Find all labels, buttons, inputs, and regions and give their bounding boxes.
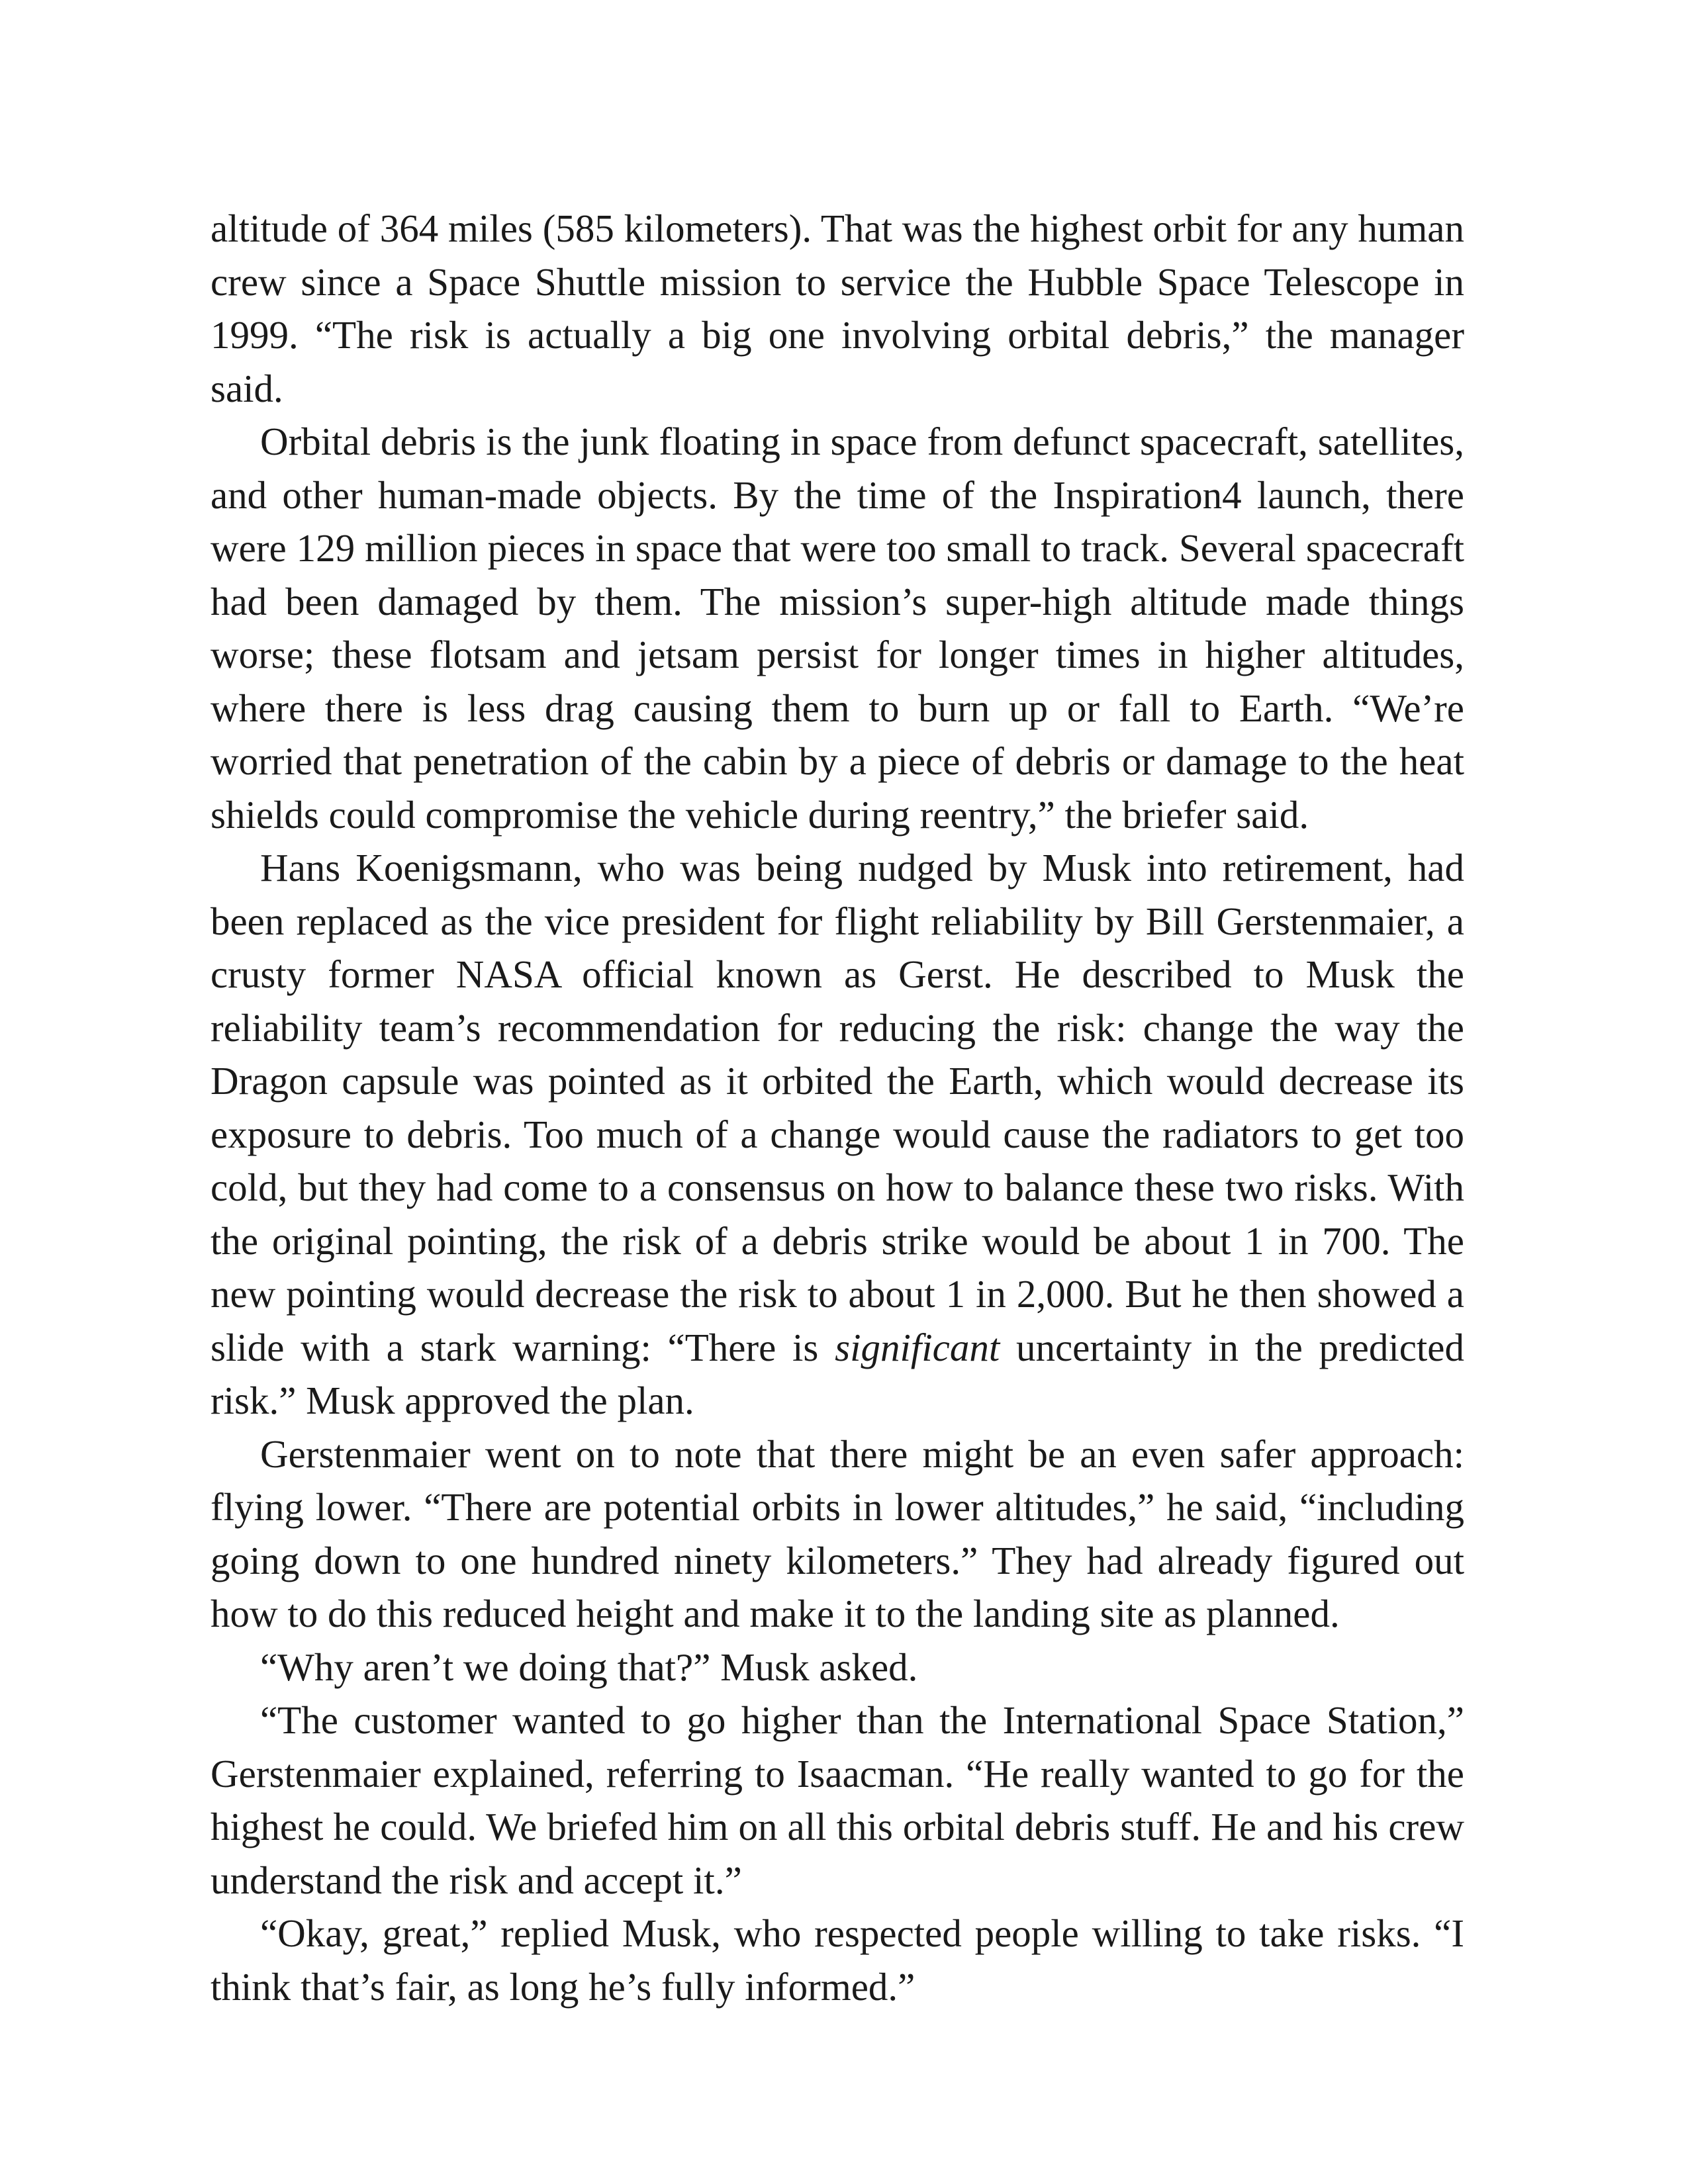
paragraph-text: uncertainty in the predicted risk.” Musk approved the plan.	[211, 1325, 1464, 1422]
paragraph-text: Gerstenmaier went on to note that there might be an even safer approach: flying lower. “There are potential orbits in lower altitudes,” he said, “including going down to one hundred ninety kilometers.” They had already figured out how to do this reduced height and make it to the landing site as planned.	[211, 1432, 1464, 1635]
paragraph	[211, 1428, 1464, 1641]
paragraph-text: altitude of 364 miles (585 kilometers). That was the highest orbit for any human crew since a Space Shuttle mission to service the Hubble Space Telescope in 1999. “The risk is actually a big one involving orbital debris,” the manager said.	[211, 206, 1464, 410]
paragraph-text: Hans Koenigsmann, who was being nudged by Musk into retirement, had been replaced as the vice president for flight reliability by Bill Gerstenmaier, a crusty former NASA official known as Gerst. He described to Musk the reliability team’s recommendation for reducing the risk: change the way the Dragon capsule was pointed as it orbited the Earth, which would decrease its exposure to debris. Too much of a change would cause the radiators to get too cold, but they had come to a consensus on how to balance these two risks. With the original pointing, the risk of a debris strike would be about 1 in 700. The new pointing would decrease the risk to about 1 in 2,000. But he then showed a slide with a stark warning: “There is	[211, 846, 1464, 1369]
paragraph-text: “The customer wanted to go higher than the International Space Station,” Gerstenmaier explained, referring to Isaacman. “He really wanted to go for the highest he could. We briefed him on all this orbital debris stuff. He and his crew understand the risk and accept it.”	[211, 1698, 1464, 1902]
paragraph-continued	[211, 202, 1464, 415]
paragraph	[211, 1907, 1464, 2013]
paragraph	[211, 1694, 1464, 1907]
emphasis-text: significant	[835, 1325, 1000, 1369]
paragraph	[211, 841, 1464, 1428]
paragraph-text: “Why aren’t we doing that?” Musk asked.	[260, 1645, 918, 1689]
paragraph	[211, 1641, 1464, 1694]
paragraph-text: “Okay, great,” replied Musk, who respected people willing to take risks. “I think that’s fair, as long he’s fully informed.”	[211, 1911, 1464, 2009]
paragraph	[211, 415, 1464, 841]
paragraph-text: Orbital debris is the junk floating in space from defunct spacecraft, satellites, and other human-made objects. By the time of the Inspiration4 launch, there were 129 million pieces in space that were too small to track. Several spacecraft had been damaged by them. The mission’s super-high altitude made things worse; these flotsam and jetsam persist for longer times in higher altitudes, where there is less drag causing them to burn up or fall to Earth. “We’re worried that penetration of the cabin by a piece of debris or damage to the heat shields could compromise the vehicle during reentry,” the briefer said.	[211, 420, 1464, 837]
book-page-body	[211, 202, 1464, 2013]
